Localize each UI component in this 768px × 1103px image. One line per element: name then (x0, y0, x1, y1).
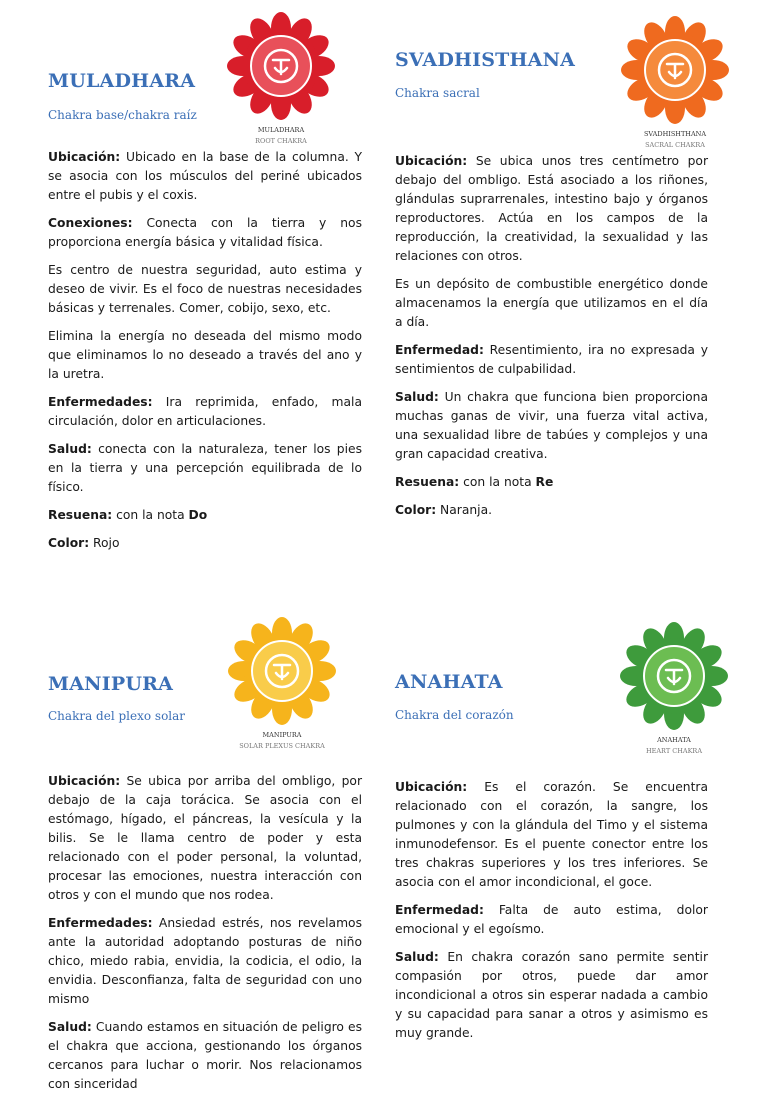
chakra-paragraph (395, 501, 708, 520)
section-label: Ubicación: (48, 150, 121, 164)
chakra-paragraph (395, 901, 708, 939)
chakra-paragraph (48, 534, 362, 553)
chakra-paragraph (48, 1018, 362, 1094)
section-text: Ansiedad estrés, nos revelamos ante la autoridad adoptando posturas de niño chico, miedo rabia, envidia, la codicia, el odio, la envidia. Desconfianza, falta de seguridad con uno mismo (48, 916, 362, 1006)
section-label: Salud: (48, 1020, 92, 1034)
section-label: Ubicación: (395, 780, 468, 794)
section-label: Conexiones: (48, 216, 133, 230)
chakra-paragraph (48, 506, 362, 525)
section-text: Se ubica por arriba del ombligo, por debajo de la caja torácica. Se asocia con el estómago, hígado, el páncreas, la vesícula y la bilis. Se le llama centro de poder y esta relacionado con el poder personal, la voluntad, procesar las emociones, nuestra interacción con otros y con el mundo que nos rodea. (48, 774, 362, 902)
section-text: Cuando estamos en situación de peligro es el chakra que acciona, gestionando los órganos cercanos para luchar o morir. Nos relacionamos con sinceridad (48, 1020, 362, 1091)
section-text: Elimina la energía no deseada del mismo modo que eliminamos lo no deseado a través del ano y la uretra. (48, 329, 362, 381)
section-text: con la nota (459, 475, 536, 489)
chakra-paragraph (395, 948, 708, 1043)
section-text: Ira reprimida, enfado, mala circulación, dolor en articulaciones. (48, 395, 362, 428)
chakra-paragraph (395, 473, 708, 492)
chakra-title: MULADHARA (48, 70, 196, 92)
chakra-subtitle: Chakra sacral (395, 86, 480, 100)
emblem-caption: MANIPURA (262, 731, 302, 739)
section-text: Falta de auto estima, dolor emocional y el egoísmo. (395, 903, 708, 936)
emblem-subcaption: SACRAL CHAKRA (645, 141, 705, 149)
emblem-caption: ANAHATA (657, 736, 691, 744)
section-label: Enfermedades: (48, 916, 153, 930)
chakra-paragraph (48, 440, 362, 497)
chakra-paragraph (395, 388, 708, 464)
section-label: Enfermedad: (395, 903, 484, 917)
chakra-paragraph (48, 261, 362, 318)
section-text: En chakra corazón sano permite sentir compasión por otros, puede dar amor incondicional a otros sin esperar nadada a cambio y su capacidad para sanar a otros y asimismo es muy grande. (395, 950, 708, 1040)
section-text: conecta con la naturaleza, tener los pies en la tierra y una percepción equilibrada de lo físico. (48, 442, 362, 494)
chakra-paragraph (395, 152, 708, 266)
emblem-subcaption: HEART CHAKRA (645, 747, 703, 755)
emblem-caption: MULADHARA (257, 126, 305, 134)
section-text: Es un depósito de combustible energético donde almacenamos la energía que utilizamos en el día a día. (395, 277, 708, 329)
chakra-paragraph (48, 914, 362, 1009)
chakra-subtitle: Chakra del corazón (395, 708, 514, 722)
section-label: Salud: (48, 442, 92, 456)
chakra-body (48, 772, 362, 1103)
section-text: Rojo (89, 536, 120, 550)
chakra-paragraph (395, 341, 708, 379)
chakra-title: SVADHISTHANA (395, 49, 576, 71)
emblem-caption: SVADHISHTHANA (643, 130, 707, 138)
section-text: Resentimiento, ira no expresada y sentimientos de culpabilidad. (395, 343, 708, 376)
chakra-body (395, 778, 708, 1052)
section-text: Es el corazón. Se encuentra relacionado con el corazón, la sangre, los pulmones y con la glándula del Timo y el sistema inmunodefensor. Es el puente conector entre los tres chakras superiores y los tres inferiores. Se asocia con el amor incondicional, el goce. (395, 780, 708, 889)
chakra-paragraph (395, 778, 708, 892)
musical-note: Re (535, 475, 554, 489)
section-label: Color: (395, 503, 437, 517)
section-label: Resuena: (395, 475, 460, 489)
emblem-subcaption: ROOT CHAKRA (255, 137, 307, 145)
chakra-paragraph (48, 772, 362, 905)
chakra-subtitle: Chakra base/chakra raíz (48, 108, 197, 122)
chakra-paragraph (48, 393, 362, 431)
section-label: Enfermedades: (48, 395, 153, 409)
section-text: con la nota (112, 508, 189, 522)
section-text: Naranja. (436, 503, 493, 517)
section-text: Conecta con la tierra y nos proporciona energía básica y vitalidad física. (48, 216, 362, 249)
anahata-emblem-icon (609, 620, 739, 760)
chakra-paragraph (48, 214, 362, 252)
manipura-emblem-icon (221, 615, 343, 755)
section-text: Es centro de nuestra seguridad, auto estima y deseo de vivir. Es el foco de nuestras necesidades básicas y terrenales. Comer, cobijo, sexo, etc. (48, 263, 362, 315)
section-label: Color: (48, 536, 90, 550)
chakra-subtitle: Chakra del plexo solar (48, 709, 186, 723)
muladhara-emblem-icon (220, 10, 342, 150)
section-label: Ubicación: (48, 774, 121, 788)
section-label: Salud: (395, 390, 439, 404)
chakra-paragraph (395, 275, 708, 332)
section-label: Enfermedad: (395, 343, 484, 357)
section-text: Ubicado en la base de la columna. Y se asocia con los músculos del periné ubicados entre el pubis y el coxis. (48, 150, 362, 202)
chakra-title: MANIPURA (48, 673, 174, 695)
musical-note: Do (188, 508, 208, 522)
chakra-body (395, 152, 708, 529)
section-text: Se ubica unos tres centímetro por debajo del ombligo. Está asociado a los riñones, glándulas suprarrenales, intestino bajo y órganos reproductores. Actúa en los campos de la reproducción, la creatividad, la sexualidad y las relaciones con otros. (395, 154, 708, 263)
section-label: Resuena: (48, 508, 113, 522)
svadhisthana-emblem-icon (614, 14, 736, 154)
chakra-paragraph (48, 327, 362, 384)
chakra-body (48, 148, 362, 562)
chakra-title: ANAHATA (395, 671, 503, 693)
section-label: Ubicación: (395, 154, 468, 168)
chakra-paragraph (48, 148, 362, 205)
section-text: Un chakra que funciona bien proporciona muchas ganas de vivir, una fuerza vital activa, una sexualidad libre de tabúes y complejos y una gran capacidad creativa. (395, 390, 708, 461)
section-label: Salud: (395, 950, 439, 964)
emblem-subcaption: SOLAR PLEXUS CHAKRA (239, 742, 325, 750)
